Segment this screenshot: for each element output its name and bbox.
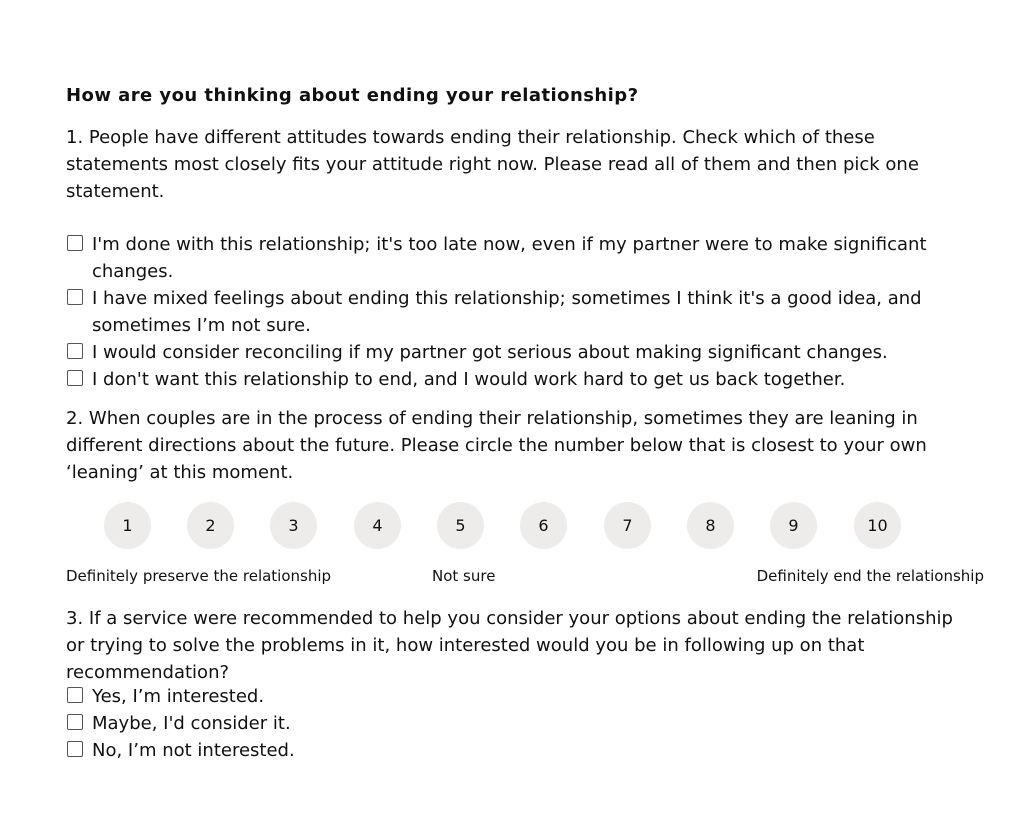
scale-option-10[interactable]: 10 — [854, 502, 901, 549]
q1-option-mixed-label: I have mixed feelings about ending this relationship; sometimes I think it's a good idea, and sometimes I’m not sure. — [92, 288, 922, 336]
q3-option-maybe-label: Maybe, I'd consider it. — [92, 713, 291, 734]
q3-option-yes-checkbox[interactable] — [67, 687, 83, 703]
scale-option-3[interactable]: 3 — [270, 502, 317, 549]
scale-option-2[interactable]: 2 — [187, 502, 234, 549]
scale-option-1[interactable]: 1 — [104, 502, 151, 549]
scale-labels — [66, 567, 984, 585]
q1-option-reconcile[interactable] — [66, 339, 976, 366]
q3-option-no[interactable] — [66, 737, 976, 764]
leaning-scale — [104, 502, 904, 550]
q3-option-no-checkbox[interactable] — [67, 741, 83, 757]
q1-option-mixed-checkbox[interactable] — [67, 289, 83, 305]
q1-option-mixed[interactable] — [66, 285, 976, 339]
scale-label-right: Definitely end the relationship — [756, 567, 984, 585]
question-1-prompt: 1. People have different attitudes towards ending their relationship. Check which of these statements most closely fits your attitude right now. Please read all of them and then pick one statement. — [66, 127, 919, 202]
q1-option-done-label: I'm done with this relationship; it's too late now, even if my partner were to make significant changes. — [92, 234, 927, 282]
q1-option-preserve[interactable] — [66, 366, 976, 393]
q1-option-preserve-label: I don't want this relationship to end, and I would work hard to get us back together. — [92, 369, 846, 390]
scale-option-4[interactable]: 4 — [354, 502, 401, 549]
question-2-prompt: 2. When couples are in the process of ending their relationship, sometimes they are leaning in different directions about the future. Please circle the number below that is closest to your own ‘leaning’ at this moment. — [66, 408, 927, 483]
scale-label-mid: Not sure — [432, 567, 496, 585]
scale-option-5[interactable]: 5 — [437, 502, 484, 549]
q1-option-preserve-checkbox[interactable] — [67, 370, 83, 386]
q3-option-maybe[interactable] — [66, 710, 976, 737]
scale-option-6[interactable]: 6 — [520, 502, 567, 549]
q1-option-reconcile-label: I would consider reconciling if my partner got serious about making significant changes. — [92, 342, 888, 363]
q3-option-maybe-checkbox[interactable] — [67, 714, 83, 730]
scale-option-8[interactable]: 8 — [687, 502, 734, 549]
question-1-options — [66, 231, 976, 393]
question-3-prompt: 3. If a service were recommended to help you consider your options about ending the relationship or trying to solve the problems in it, how interested would you be in following up on that recommendation? — [66, 608, 953, 683]
q3-option-yes-label: Yes, I’m interested. — [92, 686, 265, 707]
scale-option-9[interactable]: 9 — [770, 502, 817, 549]
question-3-options — [66, 683, 976, 764]
q3-option-no-label: No, I’m not interested. — [92, 740, 295, 761]
scale-option-7[interactable]: 7 — [604, 502, 651, 549]
survey-title: How are you thinking about ending your relationship? — [66, 85, 639, 106]
q3-option-yes[interactable] — [66, 683, 976, 710]
q1-option-done[interactable] — [66, 231, 976, 285]
q1-option-reconcile-checkbox[interactable] — [67, 343, 83, 359]
q1-option-done-checkbox[interactable] — [67, 235, 83, 251]
scale-label-left: Definitely preserve the relationship — [66, 567, 332, 585]
